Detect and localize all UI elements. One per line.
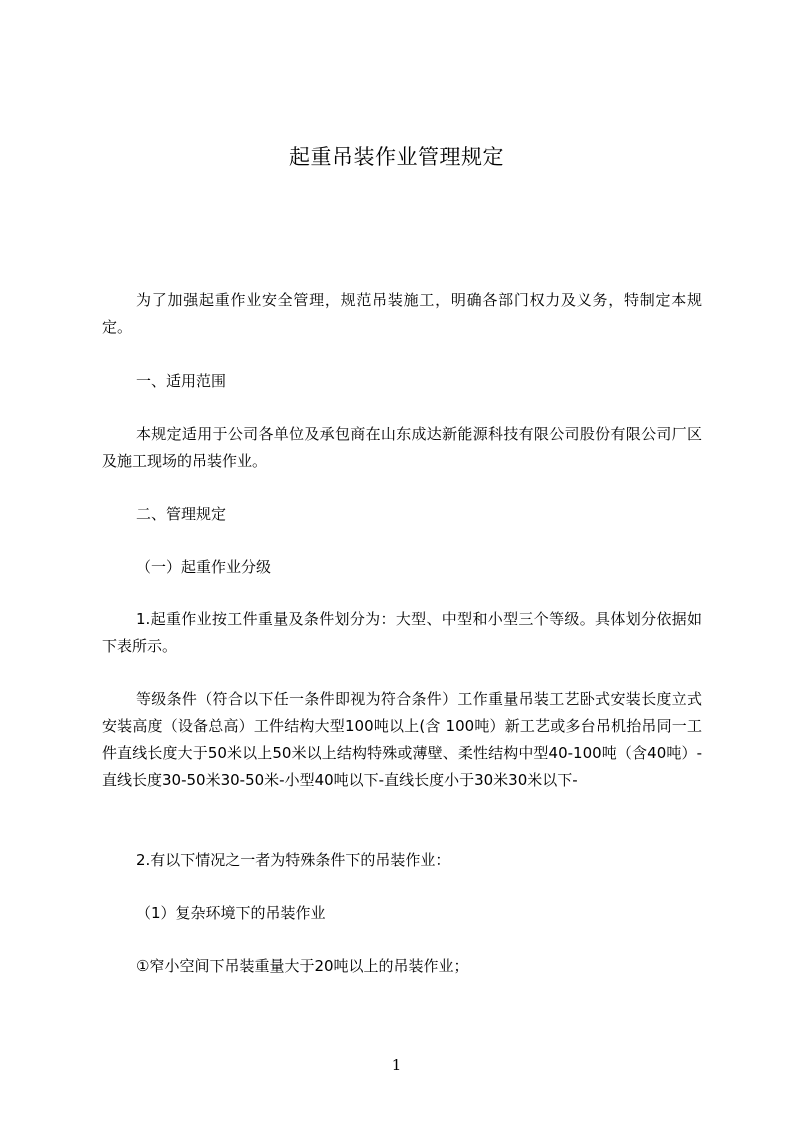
subitem1-point1: ①窄小空间下吊装重量大于20吨以上的吊装作业； — [136, 957, 469, 975]
section1-body: 本规定适用于公司各单位及承包商在山东成达新能源科技有限公司股份有限公司厂区及施工现场的吊装作业。 — [102, 425, 702, 470]
item2-paragraph: 2.有以下情况之一者为特殊条件下的吊装作业： — [136, 851, 451, 869]
grade-table-text: 等级条件（符合以下任一条件即视为符合条件）工作重量吊装工艺卧式安装长度立式安装高度（设备总高）工件结构大型100吨以上(含 100吨）新工艺或多台吊机抬吊同一工件直线长度大于50米以上50米以上结构特殊或薄壁、柔性结构中型40-100吨（含40吨）-直线长度30-50米30-50米-小型40吨以下-直线长度小于30米30米以下- — [102, 690, 702, 789]
subsection1-heading: （一）起重作业分级 — [136, 558, 272, 576]
page-number: 1 — [391, 1056, 402, 1074]
intro-paragraph: 为了加强起重作业安全管理，规范吊装施工，明确各部门权力及义务，特制定本规定。 — [102, 291, 702, 336]
item1-paragraph: 1.起重作业按工件重量及条件划分为：大型、中型和小型三个等级。具体划分依据如下表所示。 — [102, 610, 702, 655]
section2-heading: 二、管理规定 — [136, 505, 227, 523]
section1-heading: 一、适用范围 — [136, 372, 227, 390]
document-title: 起重吊装作业管理规定 — [289, 145, 504, 169]
subitem1-heading: （1）复杂环境下的吊装作业 — [136, 904, 326, 922]
